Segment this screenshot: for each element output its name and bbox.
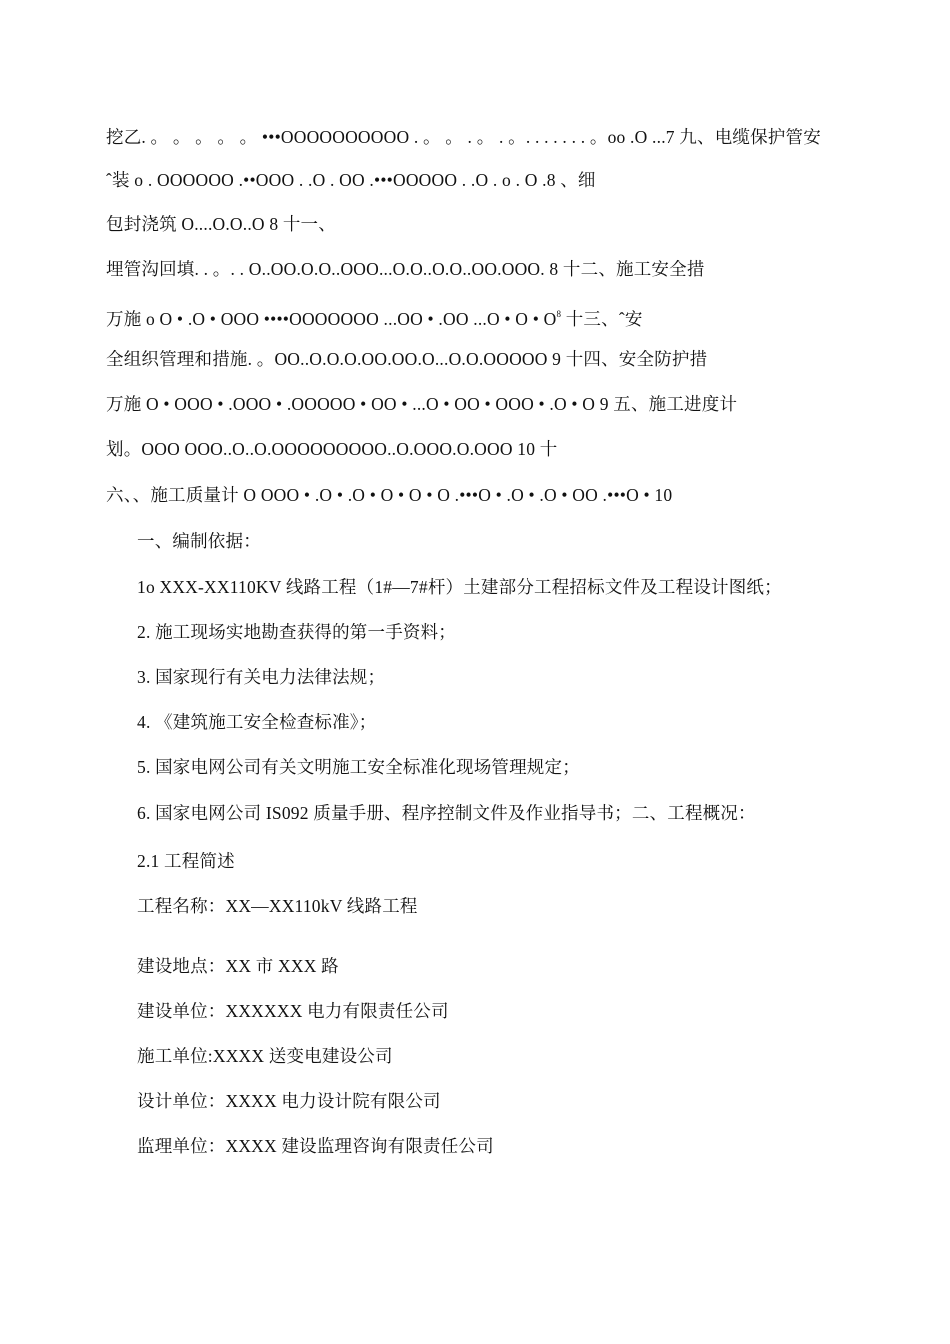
heading-basis: 一、编制依据： xyxy=(137,531,261,551)
basis-item-4: 4. 《建筑施工安全检查标准》； xyxy=(137,712,377,732)
toc-line-9: 六、、施工质量计 O OOO • .O • .O • O • O • O .•••O • .O • .O • OO .•••O • 10 xyxy=(106,485,673,505)
project-contractor: 施工单位:XXXX 送变电建设公司 xyxy=(137,1046,393,1066)
toc-line-4: 埋管沟回填. . 。. . O..OO.O.O..OOO...O.O..O.O..OO.OOO. 8 十二、施工安全措 xyxy=(106,259,705,279)
project-supervisor: 监理单位：XXXX 建设监理咨询有限责任公司 xyxy=(137,1136,494,1156)
basis-item-6: 6. 国家电网公司 IS092 质量手册、程序控制文件及作业指导书；二、工程概况： xyxy=(137,803,756,823)
toc-line-5 xyxy=(106,303,643,330)
toc-line-3: 包封浇筑 O....O.O..O 8 十一、 xyxy=(106,214,336,234)
project-designer: 设计单位：XXXX 电力设计院有限公司 xyxy=(137,1091,441,1111)
toc-line-5-page-sup: 8 xyxy=(556,309,562,319)
toc-line-5-tail: 十三、ˆ安 xyxy=(561,309,643,329)
basis-item-5: 5. 国家电网公司有关文明施工安全标准化现场管理规定； xyxy=(137,757,580,777)
basis-item-2: 2. 施工现场实地勘查获得的第一手资料； xyxy=(137,622,456,642)
project-owner: 建设单位：XXXXXX 电力有限责任公司 xyxy=(137,1001,449,1021)
section-2-1-heading: 2.1 工程简述 xyxy=(137,851,235,871)
toc-line-5-text: 万施 o O • .O • OOO ••••OOOOOOO ...OO • .OO ...O • O • O xyxy=(106,309,557,329)
toc-line-6: 全组织管理和措施. 。OO..O.O.O.OO.OO.O...O.O.OOOOO 9 十四、安全防护措 xyxy=(106,349,708,369)
toc-line-1: 挖乙. 。 。 。 。 。 •••OOOOOOOOOO . 。 。 . 。 . 。. . . . . . . 。oo .O ...7 九、电缆保护管安 xyxy=(106,127,821,147)
project-location: 建设地点：XX 市 XXX 路 xyxy=(137,956,339,976)
basis-item-1: 1o XXX-XX110KV 线路工程（1#—7#杆）土建部分工程招标文件及工程设计图纸； xyxy=(137,577,782,597)
toc-line-2: ˆ装 o . OOOOOO .••OOO . .O . OO .•••OOOOO . .O . o . O .8 、细 xyxy=(106,170,596,190)
toc-line-7: 万施 O • OOO • .OOO • .OOOOO • OO • ...O • OO • OOO • .O • O 9 五、施工进度计 xyxy=(106,394,738,414)
project-name: 工程名称：XX—XX110kV 线路工程 xyxy=(137,896,418,916)
basis-item-3: 3. 国家现行有关电力法律法规； xyxy=(137,667,386,687)
toc-line-8: 划。OOO OOO..O..O.OOOOOOOOO..O.OOO.O.OOO 10 十 xyxy=(106,439,558,459)
